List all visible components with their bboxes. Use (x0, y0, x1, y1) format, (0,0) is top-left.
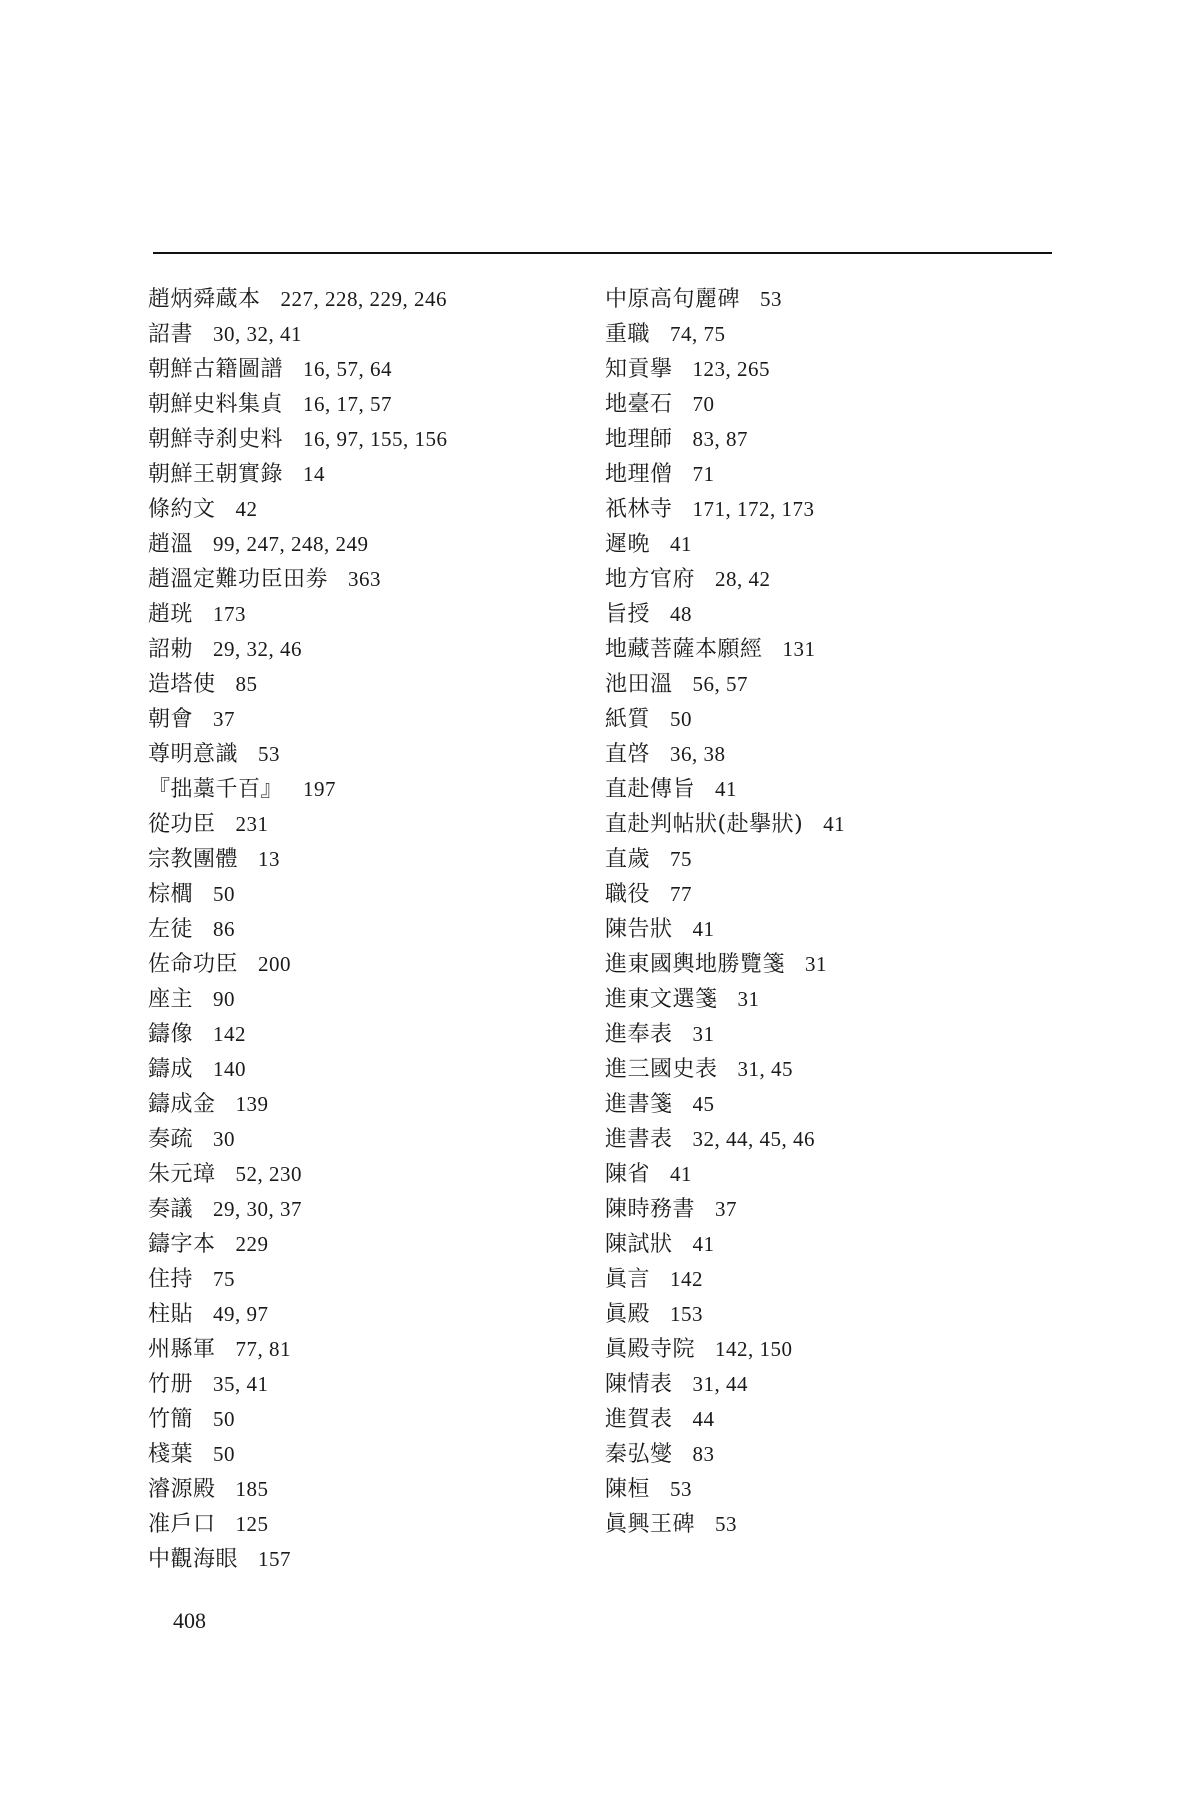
index-page-refs: 52, 230 (235, 1162, 303, 1186)
index-term: 朝會 (148, 707, 194, 732)
index-term: 職役 (605, 882, 651, 907)
index-entry (148, 597, 588, 632)
index-entry (148, 282, 588, 317)
index-page-refs: 83, 87 (692, 427, 749, 451)
index-entry (148, 1542, 588, 1577)
index-entry (148, 877, 588, 912)
index-entry (148, 1192, 588, 1227)
index-entry (605, 667, 1105, 702)
index-entry (148, 1402, 588, 1437)
index-entry (605, 1262, 1105, 1297)
index-page-refs: 35, 41 (213, 1372, 269, 1396)
index-term: 宗教團體 (148, 847, 239, 872)
index-entry (605, 1437, 1105, 1472)
index-page-refs: 140 (213, 1057, 247, 1081)
index-page-refs: 16, 17, 57 (303, 392, 393, 416)
index-page-refs: 44 (692, 1407, 715, 1431)
index-column-left (148, 282, 588, 1577)
index-entry (148, 1472, 588, 1507)
index-term: 旨授 (605, 602, 651, 627)
index-entry (605, 772, 1105, 807)
index-term: 地方官府 (605, 567, 696, 592)
index-term: 竹册 (148, 1372, 194, 1397)
index-term: 濬源殿 (148, 1477, 216, 1502)
index-page-refs: 42 (235, 497, 258, 521)
index-page-refs: 37 (715, 1197, 738, 1221)
index-entry (148, 1052, 588, 1087)
index-term: 陳省 (605, 1162, 651, 1187)
index-term: 祇林寺 (605, 497, 673, 522)
index-page-refs: 229 (235, 1232, 269, 1256)
index-page-refs: 363 (348, 567, 382, 591)
index-term: 奏議 (148, 1197, 194, 1222)
index-entry (148, 1367, 588, 1402)
index-page-refs: 131 (782, 637, 816, 661)
index-page-refs: 139 (235, 1092, 269, 1116)
index-entry (605, 387, 1105, 422)
index-term: 鑄成 (148, 1057, 194, 1082)
index-entry (148, 1262, 588, 1297)
index-term: 詔書 (148, 322, 194, 347)
index-page-refs: 77 (670, 882, 693, 906)
index-term: 進奉表 (605, 1022, 673, 1047)
index-entry (148, 1297, 588, 1332)
index-entry (148, 492, 588, 527)
index-entry (605, 842, 1105, 877)
index-term: 趙珖 (148, 602, 194, 627)
index-entry (605, 1332, 1105, 1367)
index-entry (148, 1157, 588, 1192)
index-term: 造塔使 (148, 672, 216, 697)
index-term: 陳情表 (605, 1372, 673, 1397)
index-page-refs: 142 (670, 1267, 704, 1291)
index-term: 陳試狀 (605, 1232, 673, 1257)
index-term: 陳桓 (605, 1477, 651, 1502)
index-term: 地臺石 (605, 392, 673, 417)
index-term: 棕櫚 (148, 882, 194, 907)
index-term: 條約文 (148, 497, 216, 522)
index-term: 地理僧 (605, 462, 673, 487)
index-term: 中觀海眼 (148, 1547, 239, 1572)
index-entry (148, 702, 588, 737)
index-page-refs: 41 (692, 1232, 715, 1256)
index-page-refs: 50 (213, 882, 236, 906)
index-entry (605, 422, 1105, 457)
index-entry (605, 632, 1105, 667)
index-term: 朱元璋 (148, 1162, 216, 1187)
index-term: 竹簡 (148, 1407, 194, 1432)
index-entry (605, 352, 1105, 387)
index-page-refs: 71 (692, 462, 715, 486)
index-page-refs: 16, 57, 64 (303, 357, 393, 381)
index-page-refs: 29, 30, 37 (213, 1197, 303, 1221)
index-entry (605, 982, 1105, 1017)
index-entry (605, 317, 1105, 352)
index-entry (605, 912, 1105, 947)
index-entry (605, 1087, 1105, 1122)
index-term: 地藏菩薩本願經 (605, 637, 763, 662)
index-term: 陳告狀 (605, 917, 673, 942)
index-page-refs: 142, 150 (715, 1337, 793, 1361)
index-entry (148, 772, 588, 807)
index-page-refs: 125 (235, 1512, 269, 1536)
index-page-refs: 13 (258, 847, 281, 871)
index-term: 詔勅 (148, 637, 194, 662)
index-term: 鑄字本 (148, 1232, 216, 1257)
index-page-refs: 41 (715, 777, 738, 801)
index-page-refs: 90 (213, 987, 236, 1011)
index-term: 進賀表 (605, 1407, 673, 1432)
index-term: 眞興王碑 (605, 1512, 696, 1537)
index-entry (605, 947, 1105, 982)
index-term: 進書箋 (605, 1092, 673, 1117)
index-entry (148, 352, 588, 387)
index-page-refs: 53 (258, 742, 281, 766)
index-term: 准戶口 (148, 1512, 216, 1537)
index-page-refs: 28, 42 (715, 567, 771, 591)
index-page-refs: 53 (670, 1477, 693, 1501)
index-entry (148, 1332, 588, 1367)
index-column-right (605, 282, 1105, 1542)
index-entry (148, 422, 588, 457)
index-entry (148, 912, 588, 947)
index-term: 奏疏 (148, 1127, 194, 1152)
index-entry (148, 1087, 588, 1122)
index-term: 住持 (148, 1267, 194, 1292)
index-term: 柱貼 (148, 1302, 194, 1327)
index-entry (148, 1507, 588, 1542)
index-entry (148, 1017, 588, 1052)
index-page-refs: 30, 32, 41 (213, 322, 303, 346)
index-entry (605, 1192, 1105, 1227)
index-term: 進三國史表 (605, 1057, 718, 1082)
index-entry (605, 737, 1105, 772)
index-term: 遲晩 (605, 532, 651, 557)
index-entry (148, 387, 588, 422)
index-page-refs: 36, 38 (670, 742, 726, 766)
index-page-refs: 49, 97 (213, 1302, 269, 1326)
index-page-refs: 157 (258, 1547, 292, 1571)
index-page-refs: 85 (235, 672, 258, 696)
index-page-refs: 173 (213, 602, 247, 626)
index-term: 陳時務書 (605, 1197, 696, 1222)
index-term: 佐命功臣 (148, 952, 239, 977)
index-term: 鑄成金 (148, 1092, 216, 1117)
index-entry (148, 807, 588, 842)
index-entry (148, 527, 588, 562)
index-term: 秦弘燮 (605, 1442, 673, 1467)
header-rule (153, 252, 1052, 254)
index-entry (605, 597, 1105, 632)
index-page-refs: 41 (692, 917, 715, 941)
index-page-refs: 31 (692, 1022, 715, 1046)
index-term: 重職 (605, 322, 651, 347)
index-entry (605, 457, 1105, 492)
index-term: 直歲 (605, 847, 651, 872)
index-entry (605, 877, 1105, 912)
index-entry (148, 1122, 588, 1157)
index-term: 左徒 (148, 917, 194, 942)
index-term: 中原高句麗碑 (605, 287, 741, 312)
index-page-refs: 29, 32, 46 (213, 637, 303, 661)
index-entry (148, 842, 588, 877)
index-page-refs: 41 (670, 1162, 693, 1186)
index-term: 座主 (148, 987, 194, 1012)
index-term: 進東文選箋 (605, 987, 718, 1012)
index-term: 知貢擧 (605, 357, 673, 382)
index-page-refs: 86 (213, 917, 236, 941)
index-entry (605, 1472, 1105, 1507)
index-entry (148, 457, 588, 492)
index-term: 趙炳舜蔵本 (148, 287, 261, 312)
index-page-refs: 41 (823, 812, 846, 836)
index-page-refs: 200 (258, 952, 292, 976)
index-term: 朝鮮王朝實錄 (148, 462, 284, 487)
index-page-refs: 142 (213, 1022, 247, 1046)
index-page-refs: 31 (737, 987, 760, 1011)
index-page-refs: 77, 81 (235, 1337, 292, 1361)
index-page-refs: 185 (235, 1477, 269, 1501)
index-page-refs: 31 (805, 952, 828, 976)
index-term: 趙溫 (148, 532, 194, 557)
index-term: 池田溫 (605, 672, 673, 697)
index-page-refs: 31, 45 (737, 1057, 794, 1081)
index-entry (148, 1227, 588, 1262)
index-entry (605, 282, 1105, 317)
index-entry (605, 1227, 1105, 1262)
index-term: 朝鮮寺刹史料 (148, 427, 284, 452)
index-entry (605, 1507, 1105, 1542)
index-term: 眞言 (605, 1267, 651, 1292)
index-term: 直赴傳旨 (605, 777, 696, 802)
index-term: 尊明意識 (148, 742, 239, 767)
index-page-refs: 30 (213, 1127, 236, 1151)
index-entry (148, 947, 588, 982)
index-page-refs: 74, 75 (670, 322, 726, 346)
index-page-refs: 75 (213, 1267, 236, 1291)
index-term: 眞殿 (605, 1302, 651, 1327)
index-entry (605, 1402, 1105, 1437)
index-term: 鑄像 (148, 1022, 194, 1047)
index-page-refs: 31, 44 (692, 1372, 749, 1396)
index-page-refs: 70 (692, 392, 715, 416)
index-page-refs: 53 (715, 1512, 738, 1536)
index-entry (605, 1052, 1105, 1087)
index-entry (605, 562, 1105, 597)
index-term: 朝鮮古籍圖譜 (148, 357, 284, 382)
index-page-refs: 197 (303, 777, 337, 801)
index-entry (605, 492, 1105, 527)
index-page-refs: 83 (692, 1442, 715, 1466)
index-term: 直啓 (605, 742, 651, 767)
page-number: 408 (173, 1608, 206, 1633)
index-page-refs: 50 (670, 707, 693, 731)
index-page-refs: 53 (760, 287, 783, 311)
index-term: 從功臣 (148, 812, 216, 837)
index-entry (148, 317, 588, 352)
index-entry (605, 807, 1105, 842)
index-page-refs: 123, 265 (692, 357, 771, 381)
index-term: 進書表 (605, 1127, 673, 1152)
index-entry (605, 1157, 1105, 1192)
index-page-refs: 171, 172, 173 (692, 497, 815, 521)
index-entry (605, 1297, 1105, 1332)
index-page-refs: 45 (692, 1092, 715, 1116)
index-page-refs: 227, 228, 229, 246 (280, 287, 448, 311)
index-term: 眞殿寺院 (605, 1337, 696, 1362)
index-term: 進東國輿地勝覽箋 (605, 952, 786, 977)
index-entry (148, 562, 588, 597)
index-term: 地理師 (605, 427, 673, 452)
index-page-refs: 37 (213, 707, 236, 731)
index-term: 州縣軍 (148, 1337, 216, 1362)
index-term: 直赴判帖狀(赴擧狀) (605, 812, 804, 837)
index-entry (605, 702, 1105, 737)
index-term: 朝鮮史料集貞 (148, 392, 284, 417)
index-entry (148, 632, 588, 667)
index-entry (148, 982, 588, 1017)
index-entry (148, 737, 588, 772)
index-entry (148, 667, 588, 702)
index-page-refs: 50 (213, 1442, 236, 1466)
index-page-refs: 99, 247, 248, 249 (213, 532, 369, 556)
index-page-refs: 16, 97, 155, 156 (303, 427, 448, 451)
index-page-refs: 231 (235, 812, 269, 836)
index-page-refs: 56, 57 (692, 672, 749, 696)
index-entry (605, 1017, 1105, 1052)
index-page-refs: 14 (303, 462, 326, 486)
index-entry (148, 1437, 588, 1472)
index-term: 棧葉 (148, 1442, 194, 1467)
index-page-refs: 50 (213, 1407, 236, 1431)
index-term: 紙質 (605, 707, 651, 732)
index-term: 『拙藁千百』 (148, 777, 284, 802)
index-entry (605, 1367, 1105, 1402)
index-term: 趙溫定難功臣田劵 (148, 567, 329, 592)
index-page-refs: 41 (670, 532, 693, 556)
index-entry (605, 527, 1105, 562)
index-page-refs: 48 (670, 602, 693, 626)
index-entry (605, 1122, 1105, 1157)
index-page-refs: 75 (670, 847, 693, 871)
index-page-refs: 32, 44, 45, 46 (692, 1127, 816, 1151)
index-page-refs: 153 (670, 1302, 704, 1326)
